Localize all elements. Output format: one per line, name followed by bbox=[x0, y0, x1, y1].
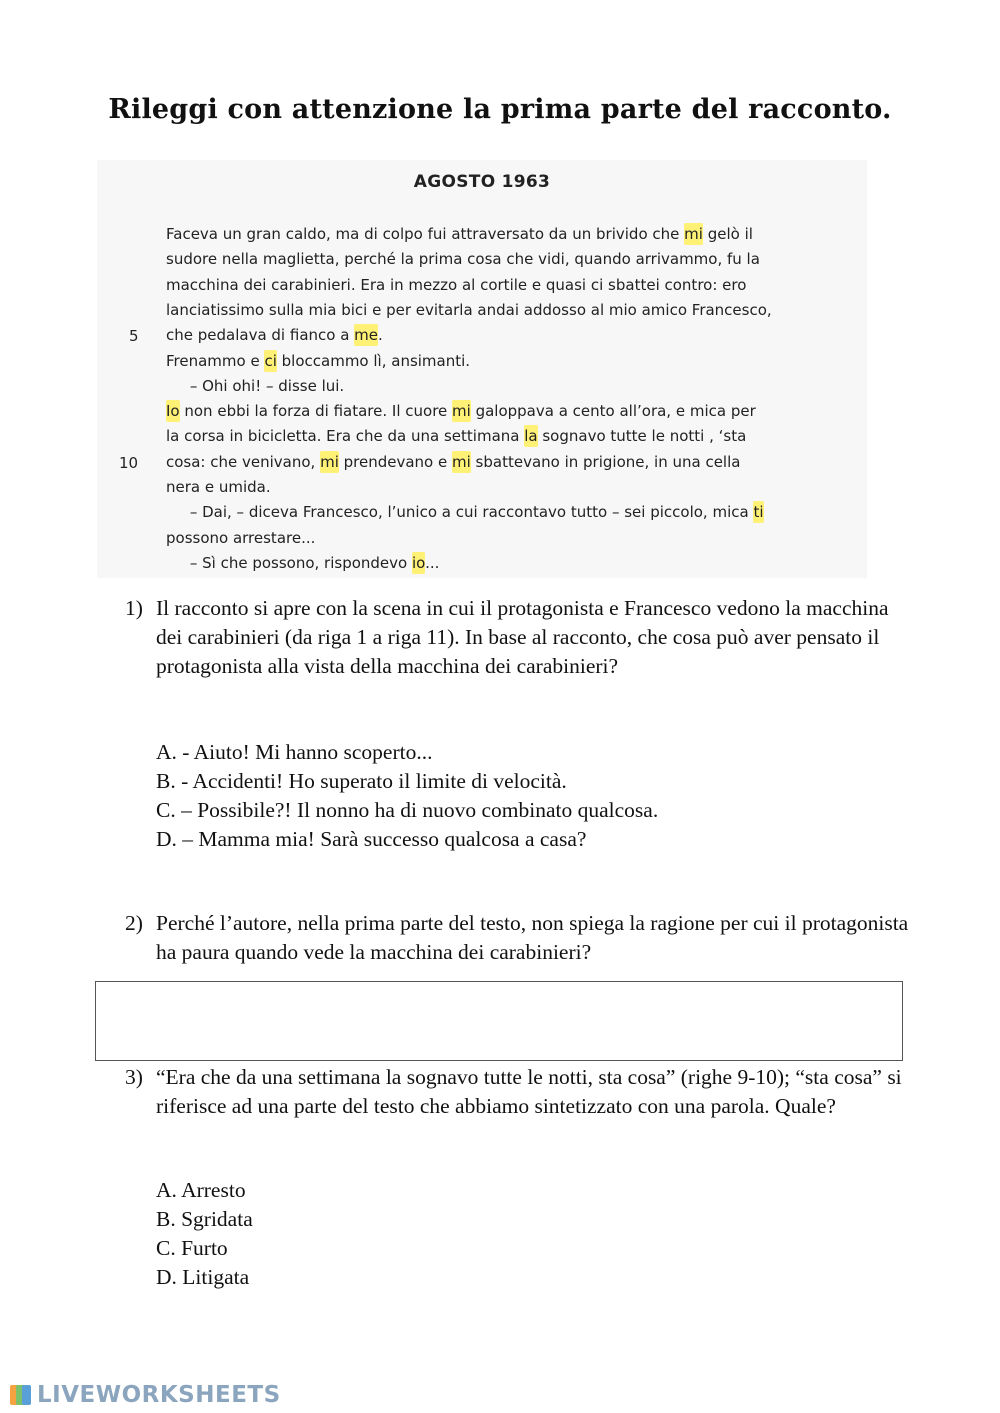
story-excerpt bbox=[97, 160, 867, 578]
question-text: “Era che da una settimana la sognavo tutte le notti, sta cosa” (righe 9-10); “sta cosa” si riferisce ad una parte del testo che abbiamo sintetizzato con una parola. Quale? bbox=[156, 1065, 902, 1118]
highlighted-pronoun: la bbox=[524, 427, 538, 446]
highlighted-pronoun: mi bbox=[452, 402, 471, 421]
page-title: Rileggi con attenzione la prima parte del racconto. bbox=[108, 94, 892, 125]
question-2 bbox=[125, 909, 915, 967]
question-number: 2) bbox=[125, 911, 143, 935]
logo-text: LIVEWORKSHEETS bbox=[37, 1382, 281, 1408]
excerpt-text: possono arrestare... bbox=[166, 528, 316, 547]
line-number-5: 5 bbox=[129, 327, 139, 345]
highlighted-pronoun: ci bbox=[264, 351, 277, 370]
excerpt-text: – Ohi ohi! – disse lui. bbox=[166, 376, 345, 395]
excerpt-line bbox=[166, 249, 760, 269]
option-d[interactable]: D. Litigata bbox=[156, 1265, 250, 1289]
liveworksheets-logo[interactable] bbox=[8, 1380, 281, 1410]
option-b[interactable]: B. - Accidenti! Ho superato il limite di velocità. bbox=[156, 769, 567, 793]
excerpt-text: la corsa in bicicletta. Era che da una settimana bbox=[166, 427, 525, 446]
answer-text-box[interactable] bbox=[95, 981, 903, 1061]
highlighted-pronoun: mi bbox=[452, 452, 471, 471]
excerpt-line bbox=[166, 553, 439, 573]
liveworksheets-logo-icon bbox=[8, 1382, 34, 1408]
excerpt-text: che pedalava di fianco a bbox=[166, 326, 355, 345]
option-a[interactable]: A. Arresto bbox=[156, 1178, 246, 1202]
excerpt-line bbox=[166, 426, 746, 446]
line-number-10: 10 bbox=[119, 454, 139, 472]
question-1 bbox=[125, 594, 915, 710]
excerpt-line bbox=[166, 300, 772, 320]
excerpt-text: galoppava a cento all’ora, e mica per bbox=[470, 402, 756, 421]
highlighted-pronoun: io bbox=[411, 553, 426, 572]
excerpt-text: prendevano e bbox=[338, 452, 452, 471]
excerpt-text: – Dai, – diceva Francesco, l’unico a cui raccontavo tutto – sei piccolo, mica bbox=[166, 503, 754, 522]
excerpt-line bbox=[166, 477, 271, 497]
excerpt-line bbox=[166, 351, 470, 371]
excerpt-text: cosa: che venivano, bbox=[166, 452, 321, 471]
excerpt-text: nera e umida. bbox=[166, 478, 271, 496]
highlighted-pronoun: ti bbox=[753, 503, 764, 522]
question-3-options bbox=[156, 1176, 253, 1292]
option-a[interactable]: A. - Aiuto! Mi hanno scoperto... bbox=[156, 740, 433, 764]
question-text: Il racconto si apre con la scena in cui il protagonista e Francesco vedono la macchina dei carabinieri (da riga 1 a riga 11). In base al racconto, che cosa può aver pensato il protagonista alla vista della macchina dei carabinieri? bbox=[156, 596, 889, 678]
excerpt-line bbox=[166, 502, 764, 522]
question-1-options bbox=[156, 738, 658, 854]
option-d[interactable]: D. – Mamma mia! Sarà successo qualcosa a casa? bbox=[156, 827, 587, 851]
question-number: 3) bbox=[125, 1065, 143, 1089]
highlighted-pronoun: mi bbox=[684, 225, 703, 243]
excerpt-text: macchina dei carabinieri. Era in mezzo al cortile e quasi ci sbattei contro: ero bbox=[166, 275, 747, 294]
excerpt-line bbox=[166, 275, 746, 295]
excerpt-title: AGOSTO 1963 bbox=[413, 172, 551, 192]
highlighted-pronoun: me bbox=[354, 326, 379, 345]
excerpt-text: non ebbi la forza di fiatare. Il cuore bbox=[179, 402, 453, 421]
excerpt-text: gelò il bbox=[702, 225, 753, 243]
excerpt-line bbox=[166, 376, 344, 396]
excerpt-text: Frenammo e bbox=[166, 351, 265, 370]
excerpt-text: – Sì che possono, rispondevo bbox=[166, 553, 412, 572]
excerpt-line bbox=[166, 452, 740, 472]
excerpt-line bbox=[166, 325, 383, 345]
question-text: Perché l’autore, nella prima parte del testo, non spiega la ragione per cui il protagonista ha paura quando vede la macchina dei carabinieri? bbox=[156, 911, 909, 964]
excerpt-text: lanciatissimo sulla mia bici e per evitarla andai addosso al mio amico Francesco, bbox=[166, 300, 772, 319]
highlighted-pronoun: Io bbox=[166, 402, 180, 421]
option-c[interactable]: C. Furto bbox=[156, 1236, 228, 1260]
excerpt-text: sognavo tutte le notti , ‘sta bbox=[537, 427, 747, 446]
excerpt-text: . bbox=[378, 326, 383, 345]
excerpt-text: Faceva un gran caldo, ma di colpo fui attraversato da un brivido che bbox=[166, 225, 685, 243]
highlighted-pronoun: mi bbox=[320, 452, 339, 471]
excerpt-text: sbattevano in prigione, in una cella bbox=[470, 452, 741, 471]
excerpt-line bbox=[166, 224, 753, 244]
question-number: 1) bbox=[125, 596, 143, 620]
option-c[interactable]: C. – Possibile?! Il nonno ha di nuovo combinato qualcosa. bbox=[156, 798, 659, 822]
excerpt-text: sudore nella maglietta, perché la prima cosa che vidi, quando arrivammo, fu la bbox=[166, 250, 760, 269]
excerpt-text: ... bbox=[425, 553, 440, 572]
excerpt-line bbox=[166, 528, 315, 548]
option-b[interactable]: B. Sgridata bbox=[156, 1207, 253, 1231]
excerpt-text: bloccammo lì, ansimanti. bbox=[276, 351, 471, 370]
excerpt-line bbox=[166, 401, 756, 421]
question-3 bbox=[125, 1063, 915, 1151]
